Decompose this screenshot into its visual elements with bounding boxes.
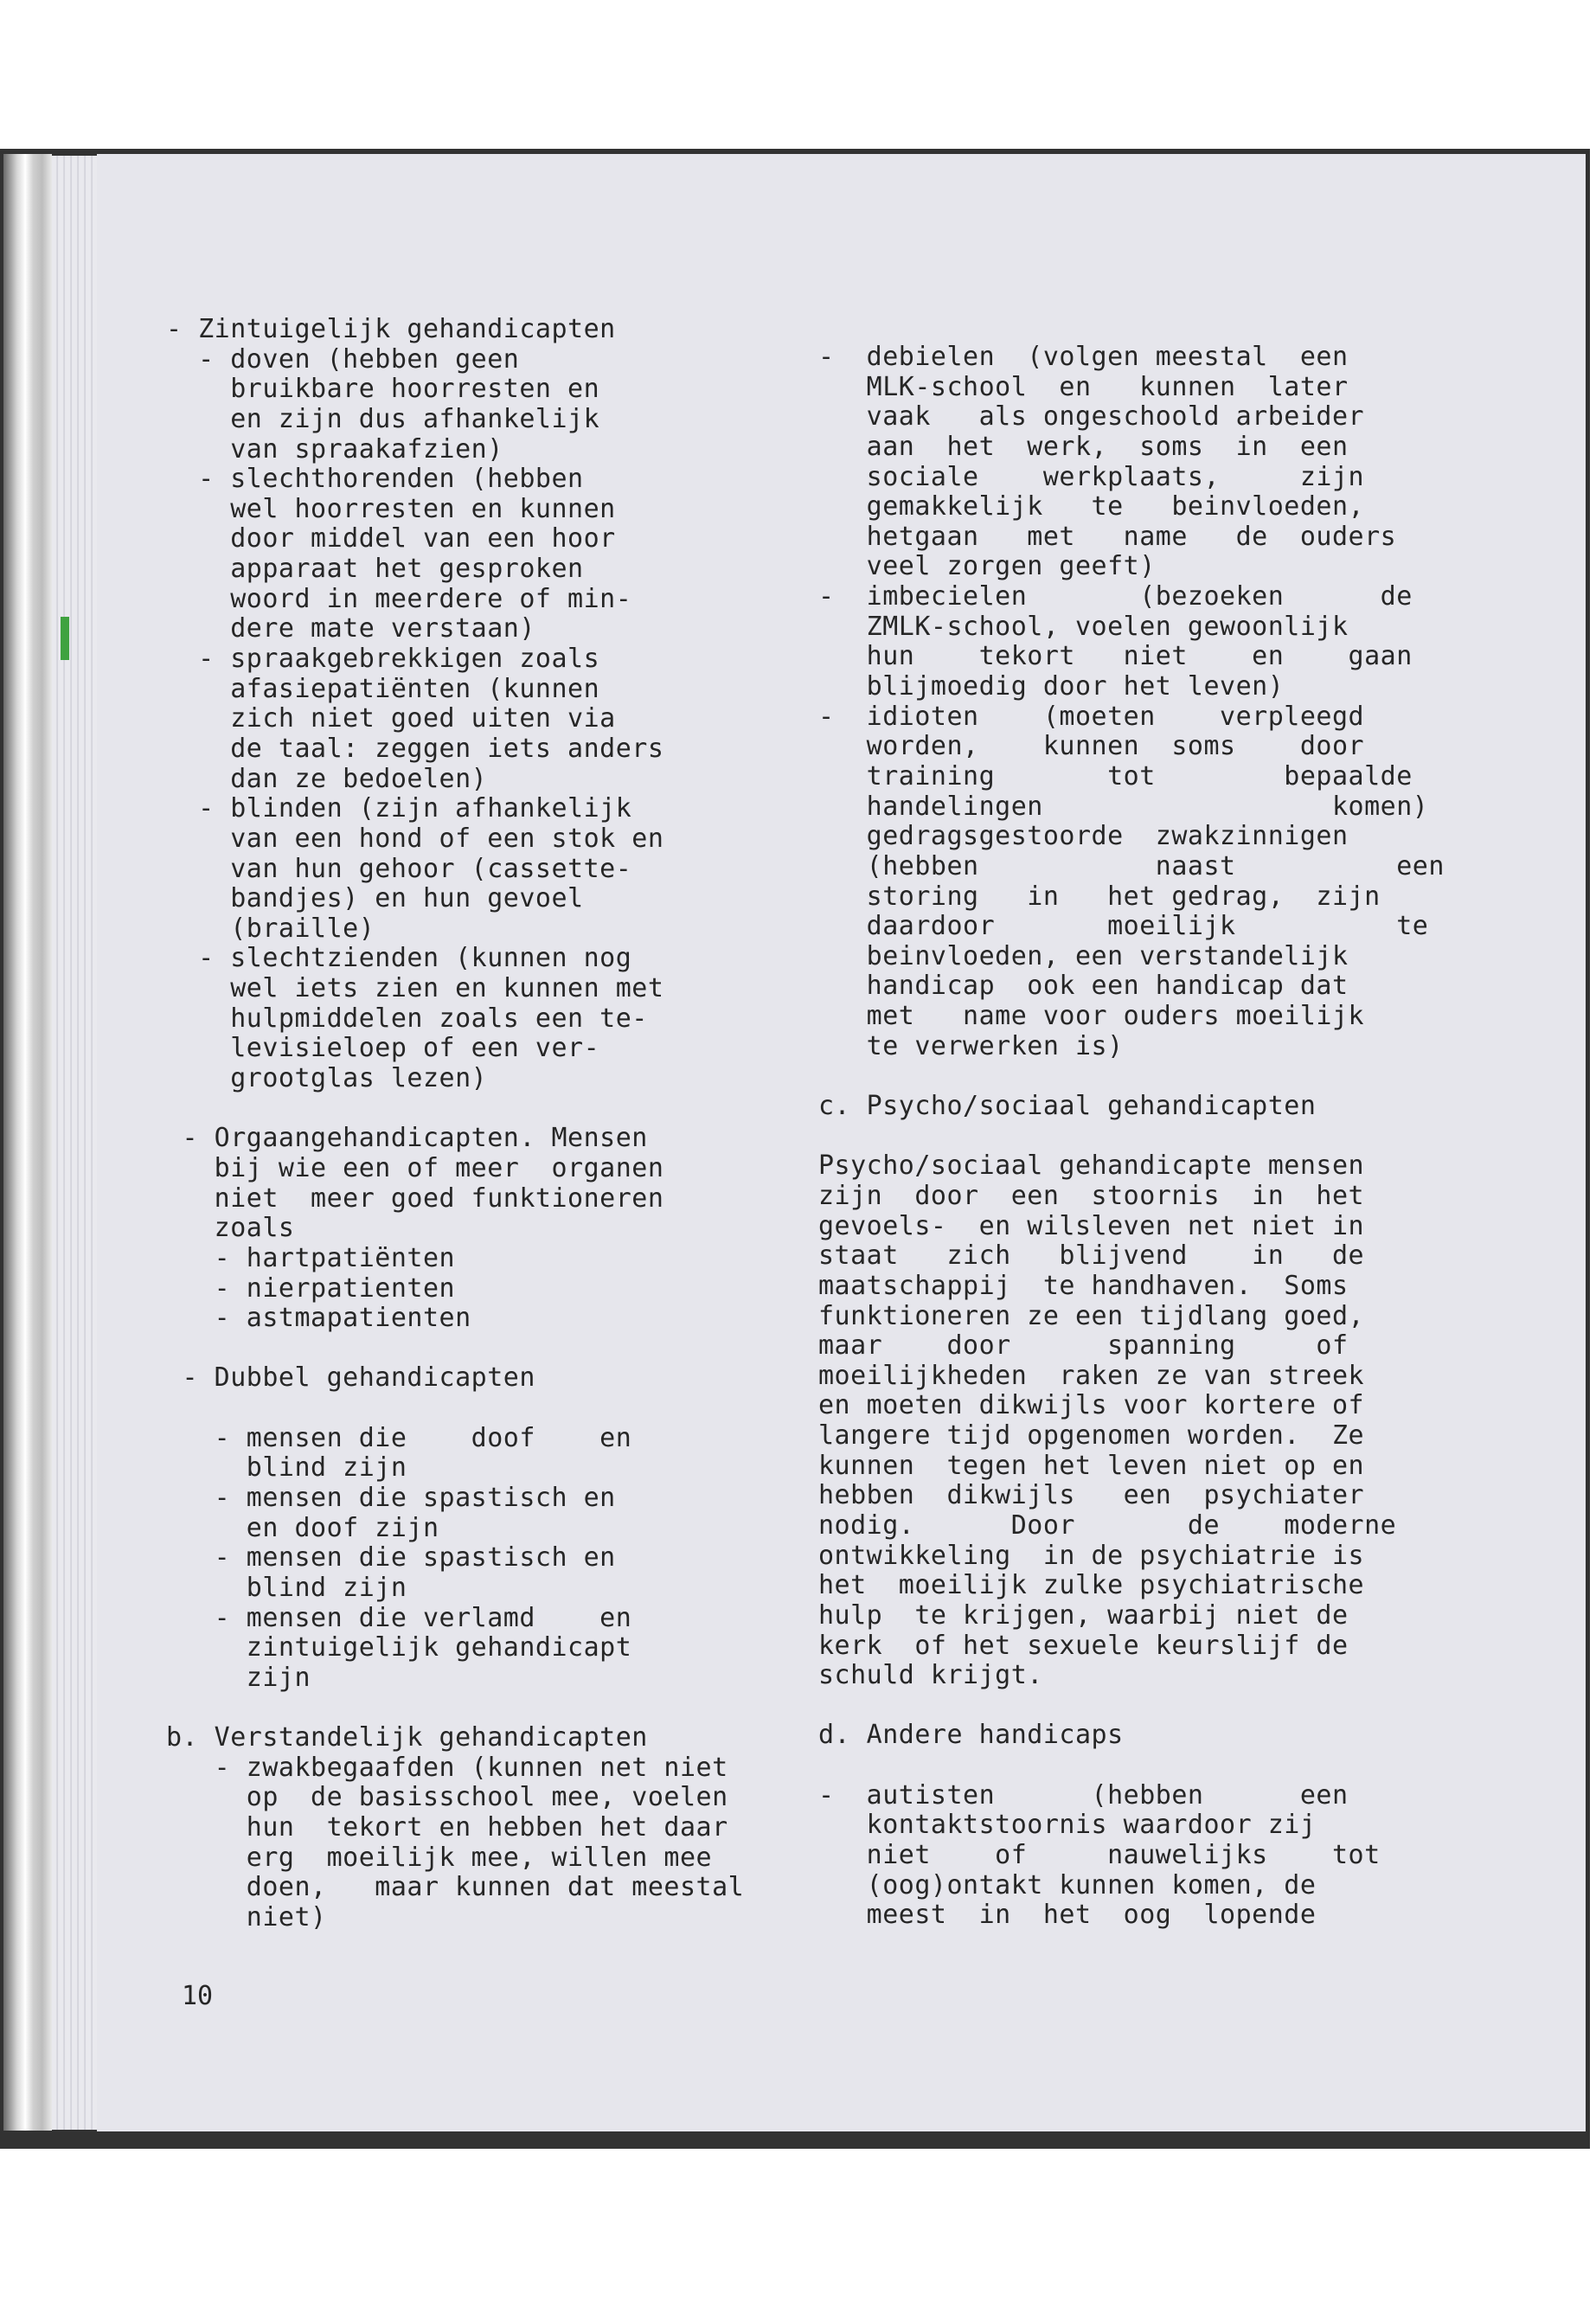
text-line: levisieloep of een ver-: [166, 1033, 600, 1064]
text-line: - mensen die verlamd en: [166, 1602, 632, 1633]
text-line: niet meer goed funktioneren: [166, 1183, 664, 1214]
text-line: gemakkelijk te beinvloeden,: [818, 491, 1365, 522]
text-line: zijn: [166, 1662, 311, 1693]
blank-line: [166, 1394, 744, 1424]
text-line: langere tijd opgenomen worden. Ze: [818, 1420, 1365, 1452]
text-line: b. Verstandelijk gehandicapten: [166, 1722, 648, 1753]
text-line: storing in het gedrag, zijn: [818, 881, 1381, 912]
text-line: kontaktstoornis waardoor zij: [818, 1810, 1317, 1841]
text-line: maar door spanning of: [818, 1330, 1349, 1362]
text-line: zoals: [166, 1213, 295, 1244]
text-line: zintuigelijk gehandicapt: [166, 1632, 632, 1663]
text-line: en doof zijn: [166, 1512, 439, 1543]
text-line: hun tekort en hebben het daar: [166, 1812, 728, 1843]
text-line: sociale werkplaats, zijn: [818, 461, 1365, 492]
text-line: op de basisschool mee, voelen: [166, 1782, 728, 1813]
text-line: bruikbare hoorresten en: [166, 374, 600, 405]
text-line: training tot bepaalde: [818, 760, 1413, 792]
text-line: bij wie een of meer organen: [166, 1152, 664, 1183]
text-line: de taal: zeggen iets anders: [166, 733, 664, 764]
text-line: handicap ook een handicap dat: [818, 971, 1349, 1002]
text-line: daardoor moeilijk te: [818, 911, 1429, 942]
blank-line: [818, 1122, 1445, 1152]
text-line: moeilijkheden raken ze van streek: [818, 1360, 1365, 1391]
text-line: veel zorgen geeft): [818, 551, 1156, 582]
blank-line: [818, 1061, 1445, 1092]
blank-line: [818, 1751, 1445, 1781]
text-line: - Orgaangehandicapten. Mensen: [166, 1123, 648, 1154]
text-line: c. Psycho/sociaal gehandicapten: [818, 1091, 1317, 1122]
text-line: - slechthorenden (hebben: [166, 464, 584, 495]
text-line: dere mate verstaan): [166, 613, 535, 644]
blank-line: [166, 1094, 744, 1125]
text-line: - autisten (hebben een: [818, 1779, 1349, 1811]
text-line: ZMLK-school, voelen gewoonlijk: [818, 611, 1349, 642]
text-line: hulp te krijgen, waarbij niet de: [818, 1599, 1349, 1631]
text-line: erg moeilijk mee, willen mee: [166, 1842, 713, 1873]
text-line: - debielen (volgen meestal een: [818, 342, 1349, 372]
text-line: maatschappij te handhaven. Soms: [818, 1270, 1349, 1301]
text-line: - slechtzienden (kunnen nog: [166, 943, 632, 974]
text-line: - hartpatiënten: [166, 1242, 456, 1273]
text-line: blind zijn: [166, 1572, 407, 1603]
text-line: bandjes) en hun gevoel: [166, 883, 584, 914]
text-line: niet): [166, 1901, 327, 1932]
text-line: funktioneren ze een tijdlang goed,: [818, 1300, 1365, 1331]
text-line: kerk of het sexuele keurslijf de: [818, 1630, 1349, 1661]
text-line: van een hond of een stok en: [166, 823, 664, 854]
text-line: zich niet goed uiten via: [166, 703, 616, 734]
text-line: - mensen die doof en: [166, 1422, 632, 1453]
text-line: apparaat het gesproken: [166, 554, 584, 585]
blank-line: [166, 1334, 744, 1364]
blank-line: [166, 1693, 744, 1723]
text-line: dan ze bedoelen): [166, 763, 488, 794]
text-line: - Zintuigelijk gehandicapten: [166, 314, 616, 344]
text-line: - Dubbel gehandicapten: [166, 1362, 535, 1394]
text-line: van hun gehoor (cassette-: [166, 853, 632, 884]
text-line: gedragsgestoorde zwakzinnigen: [818, 821, 1349, 852]
text-line: kunnen tegen het leven niet op en: [818, 1450, 1365, 1481]
text-line: (hebben naast een: [818, 850, 1445, 881]
page-edges: [52, 156, 104, 2130]
book-binding: [3, 154, 52, 2131]
right-column: [818, 343, 1445, 1931]
text-line: MLK-school en kunnen later: [818, 371, 1349, 402]
text-line: - idioten (moeten verpleegd: [818, 701, 1365, 732]
text-line: ontwikkeling in de psychiatrie is: [818, 1540, 1365, 1571]
text-line: wel hoorresten en kunnen: [166, 493, 616, 524]
text-line: van spraakafzien): [166, 433, 503, 465]
text-line: hetgaan met name de ouders: [818, 521, 1397, 552]
text-line: blijmoedig door het leven): [818, 671, 1285, 702]
text-line: woord in meerdere of min-: [166, 583, 632, 614]
text-line: - spraakgebrekkigen zoals: [166, 644, 600, 675]
text-line: hulpmiddelen zoals een te-: [166, 1003, 648, 1034]
text-line: - astmapatienten: [166, 1303, 471, 1334]
text-line: - blinden (zijn afhankelijk: [166, 793, 632, 824]
text-line: vaak als ongeschoold arbeider: [818, 401, 1365, 433]
text-line: en zijn dus afhankelijk: [166, 403, 600, 434]
text-line: Psycho/sociaal gehandicapte mensen: [818, 1150, 1365, 1182]
text-line: afasiepatiënten (kunnen: [166, 673, 600, 704]
text-line: handelingen komen): [818, 791, 1429, 822]
blank-line: [818, 1691, 1445, 1721]
text-line: (oog)ontakt kunnen komen, de: [818, 1869, 1317, 1900]
text-line: doen, maar kunnen dat meestal: [166, 1872, 745, 1903]
text-line: nodig. Door de moderne: [818, 1509, 1397, 1541]
text-line: - mensen die spastisch en: [166, 1542, 616, 1574]
text-line: - nierpatienten: [166, 1272, 456, 1304]
text-line: hun tekort niet en gaan: [818, 641, 1413, 672]
text-line: worden, kunnen soms door: [818, 731, 1365, 762]
text-line: - imbecielen (bezoeken de: [818, 581, 1413, 612]
text-line: meest in het oog lopende: [818, 1900, 1317, 1931]
text-line: te verwerken is): [818, 1030, 1124, 1061]
text-line: - mensen die spastisch en: [166, 1482, 616, 1513]
text-line: d. Andere handicaps: [818, 1720, 1124, 1751]
page-number: 10: [182, 1981, 214, 2011]
text-line: met name voor ouders moeilijk: [818, 1001, 1365, 1032]
text-line: en moeten dikwijls voor kortere of: [818, 1390, 1365, 1421]
text-line: - zwakbegaafden (kunnen net niet: [166, 1752, 728, 1783]
text-line: zijn door een stoornis in het: [818, 1180, 1365, 1211]
left-column: [166, 315, 744, 1933]
text-line: blind zijn: [166, 1452, 407, 1484]
text-line: schuld krijgt.: [818, 1660, 1043, 1691]
text-line: wel iets zien en kunnen met: [166, 973, 664, 1004]
text-line: hebben dikwijls een psychiater: [818, 1480, 1365, 1511]
text-line: staat zich blijvend in de: [818, 1240, 1365, 1272]
text-line: (braille): [166, 913, 375, 944]
text-line: aan het werk, soms in een: [818, 431, 1349, 462]
text-line: beinvloeden, een verstandelijk: [818, 940, 1349, 971]
text-line: niet of nauwelijks tot: [818, 1840, 1381, 1871]
text-line: gevoels- en wilsleven net niet in: [818, 1210, 1365, 1241]
text-line: - doven (hebben geen: [166, 343, 520, 375]
text-line: grootglas lezen): [166, 1063, 488, 1094]
text-line: het moeilijk zulke psychiatrische: [818, 1570, 1365, 1601]
text-line: door middel van een hoor: [166, 523, 616, 554]
green-tab-marker: [61, 617, 69, 660]
